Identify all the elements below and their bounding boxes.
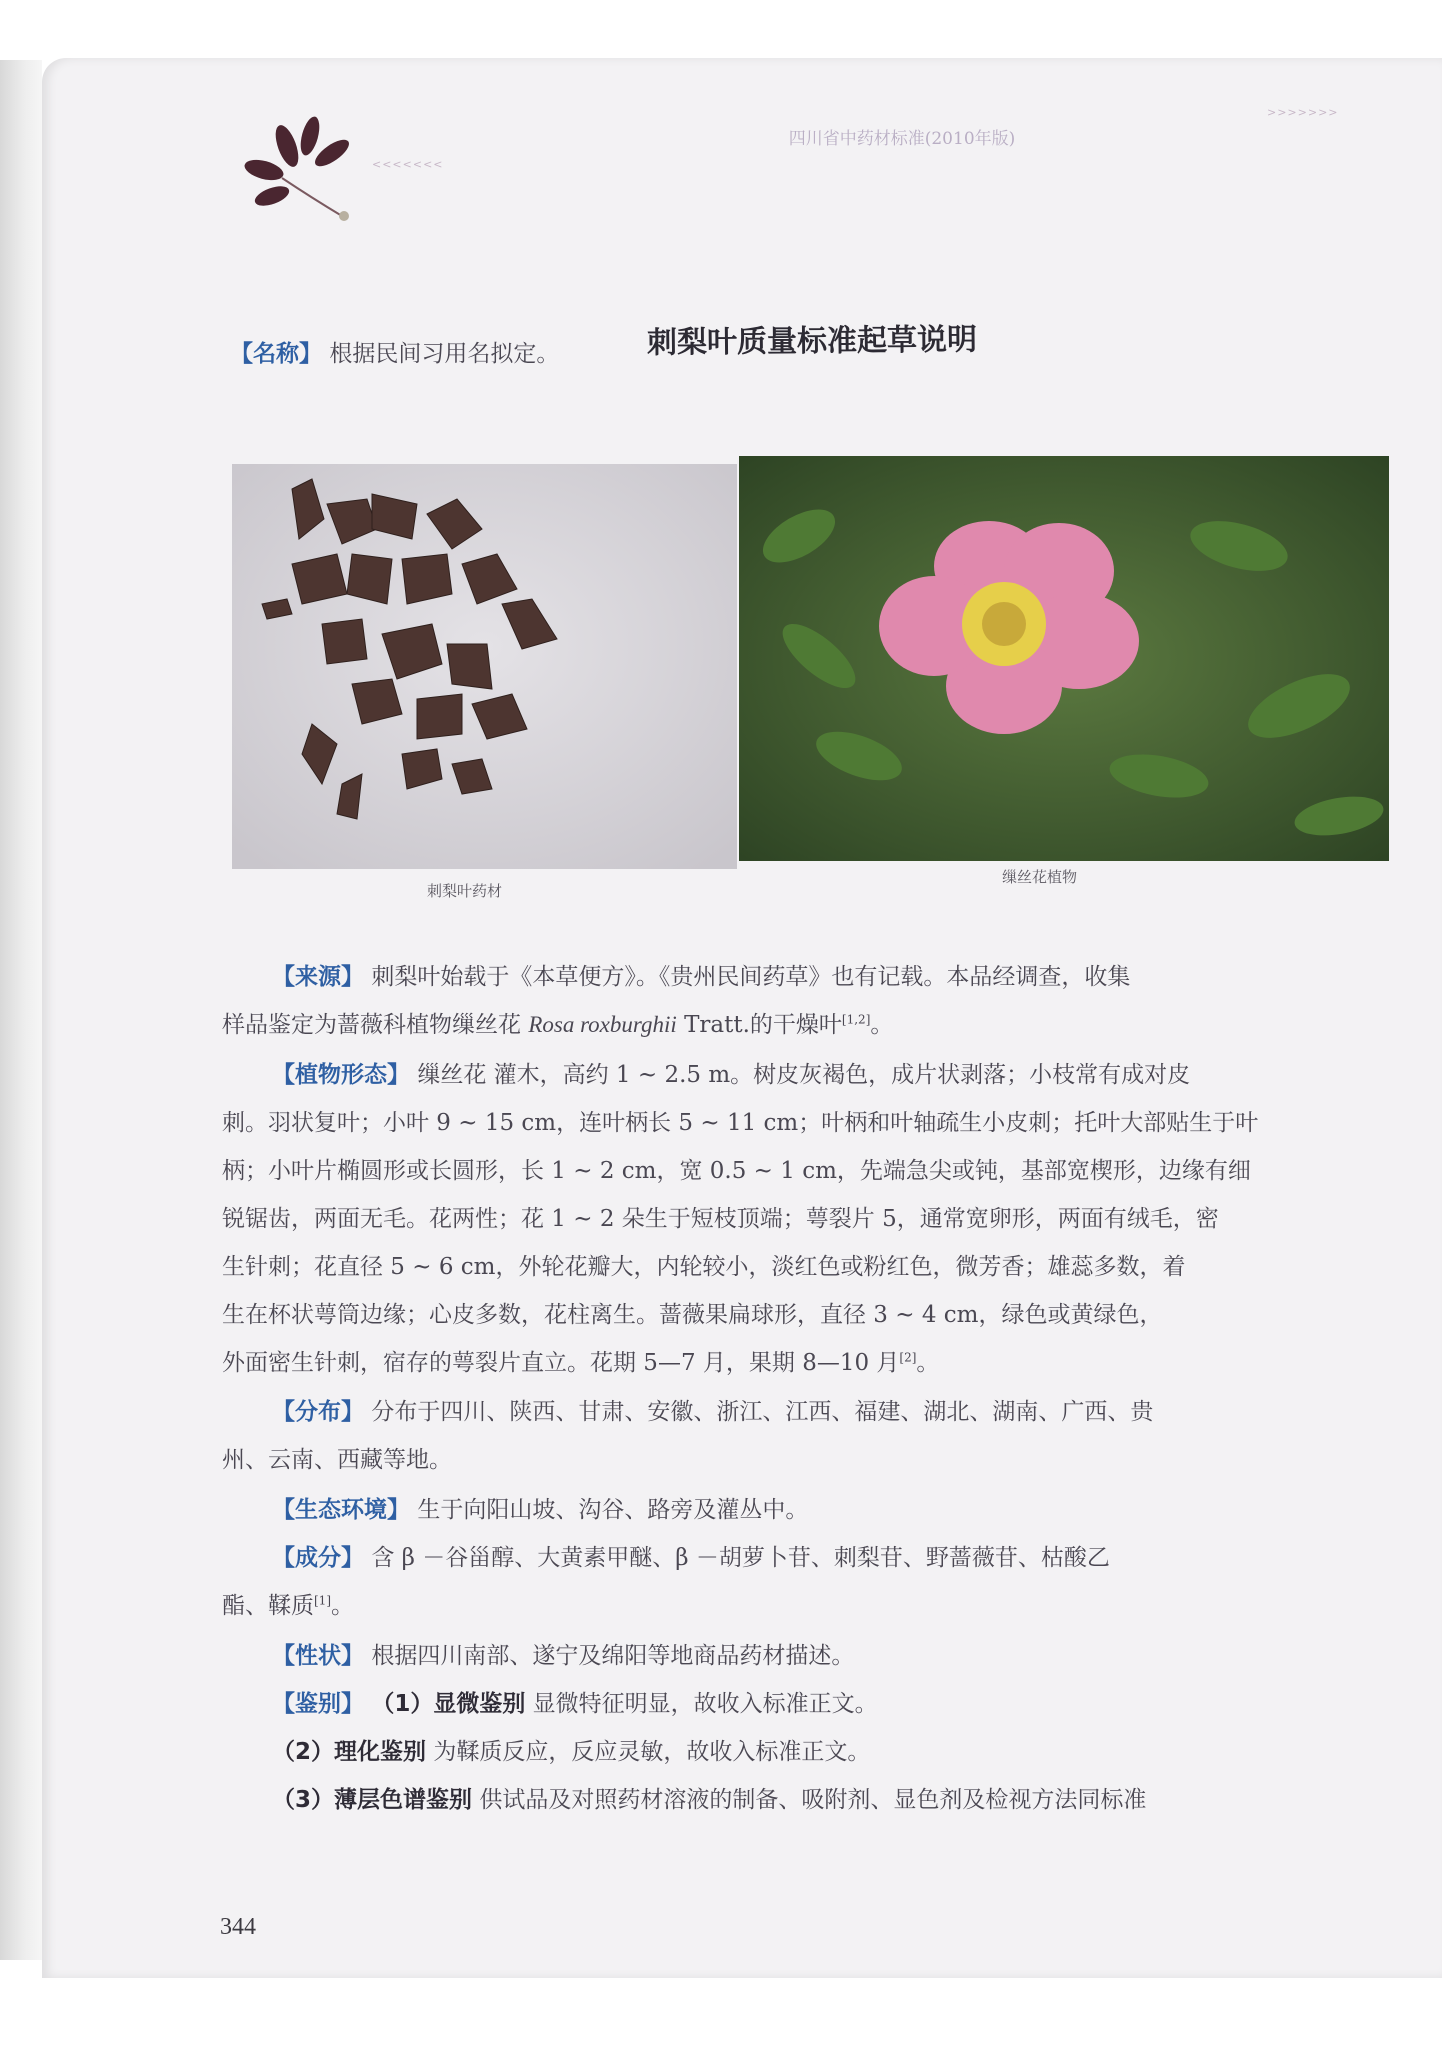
morphology-line-4: 锐锯齿，两面无毛。花两性；花 1 ~ 2 朵生于短枝顶端；萼裂片 5，通常宽卵形，两面有绒毛，密 [222,1206,1219,1232]
section-distribution-tag: 【分布】 [272,1399,364,1425]
section-source-line2a: 样品鉴定为蔷薇科植物缫丝花 [222,1012,521,1038]
section-source-line2b: Tratt.的干燥叶 [684,1012,842,1038]
right-photo-caption: 缫丝花植物 [1002,868,1078,886]
composition-line-2: 酯、鞣质 [222,1593,314,1619]
running-head: 四川省中药材标准(2010年版) [788,129,1016,149]
section-source-line1: 刺梨叶始载于《本草便方》。《贵州民间药草》也有记载。本品经调查，收集 [371,964,1131,990]
section-name-text: 根据民间习用名拟定。 [329,341,560,367]
morphology-line-5: 生针刺；花直径 5 ~ 6 cm，外轮花瓣大，内轮较小，淡红色或粉红色，微芳香；雄蕊多数，着 [222,1254,1186,1280]
identification-item3-label: （3）薄层色谱鉴别 [272,1787,473,1813]
identification-item1-label: （1）显微鉴别 [371,1691,526,1717]
reference-mark: [1,2] [841,1012,871,1027]
section-source-tag: 【来源】 [272,964,364,990]
morphology-line-3: 柄；小叶片椭圆形或长圆形，长 1 ~ 2 cm，宽 0.5 ~ 1 cm，先端急尖或钝，基部宽楔形，边缘有细 [222,1158,1251,1184]
identification-item3-text: 供试品及对照药材溶液的制备、吸附剂、显色剂及检视方法同标准 [479,1787,1147,1813]
section-character-text: 根据四川南部、遂宁及绵阳等地商品药材描述。 [371,1643,855,1669]
morphology-line-6: 生在杯状萼筒边缘；心皮多数，花柱离生。蔷薇果扁球形，直径 3 ~ 4 cm，绿色或黄绿色， [222,1302,1163,1328]
page-number: 344 [220,1914,256,1940]
section-morphology-tag: 【植物形态】 [272,1062,410,1088]
distribution-line-1: 分布于四川、陕西、甘肃、安徽、浙江、江西、福建、湖北、湖南、广西、贵 [371,1399,1154,1425]
latin-name: Rosa roxburghii [528,1012,677,1037]
book-page [42,58,1442,1978]
section-source [222,953,1422,1049]
section-distribution [222,1388,1442,1484]
header-ornament-dots-right: >>>>>>> [1267,106,1339,119]
section-name-tag: 【名称】 [230,341,322,367]
identification-item2-text: 为鞣质反应，反应灵敏，故收入标准正文。 [433,1739,871,1765]
section-character-tag: 【性状】 [272,1643,364,1669]
morphology-line-2: 刺。羽状复叶；小叶 9 ~ 15 cm，连叶柄长 5 ~ 11 cm；叶柄和叶轴疏生小皮刺；托叶大部贴生于叶 [222,1110,1259,1136]
distribution-line-2: 州、云南、西藏等地。 [222,1447,452,1473]
reference-mark: [2] [899,1350,917,1365]
composition-line-2-end: 。 [331,1593,354,1619]
identification-item2-label: （2）理化鉴别 [272,1739,427,1765]
identification-item1-text: 显微特征明显，故收入标准正文。 [532,1691,878,1717]
section-composition [222,1534,1442,1630]
section-name [230,330,559,378]
section-habitat [272,1486,808,1534]
section-identification-tag: 【鉴别】 [272,1691,364,1717]
section-source-line2c: 。 [870,1012,894,1038]
dried-leaves-photo [232,464,737,869]
section-morphology [222,1051,1442,1387]
left-photo-caption: 刺梨叶药材 [427,882,503,900]
section-identification [272,1680,1442,1824]
rose-plant-photo [739,456,1389,861]
section-habitat-tag: 【生态环境】 [272,1497,410,1523]
section-character [272,1632,854,1680]
section-habitat-text: 生于向阳山坡、沟谷、路旁及灌丛中。 [417,1497,809,1523]
page-title: 刺梨叶质量标准起草说明 [646,322,978,361]
morphology-line-7: 外面密生针刺，宿存的萼裂片直立。花期 5—7 月，果期 8—10 月 [222,1350,900,1376]
section-composition-tag: 【成分】 [272,1545,364,1571]
morphology-line-7-end: 。 [916,1350,940,1376]
composition-line-1: 含 β －谷甾醇、大黄素甲醚、β －胡萝卜苷、刺梨苷、野蔷薇苷、枯酸乙 [371,1545,1110,1571]
book-binding-edge [0,60,42,1960]
reference-mark: [1] [314,1593,331,1608]
morphology-line-1: 缫丝花 灌木，高约 1 ~ 2.5 m。树皮灰褐色，成片状剥落；小枝常有成对皮 [417,1062,1191,1088]
header-ornament-dots: <<<<<<< [372,158,444,171]
